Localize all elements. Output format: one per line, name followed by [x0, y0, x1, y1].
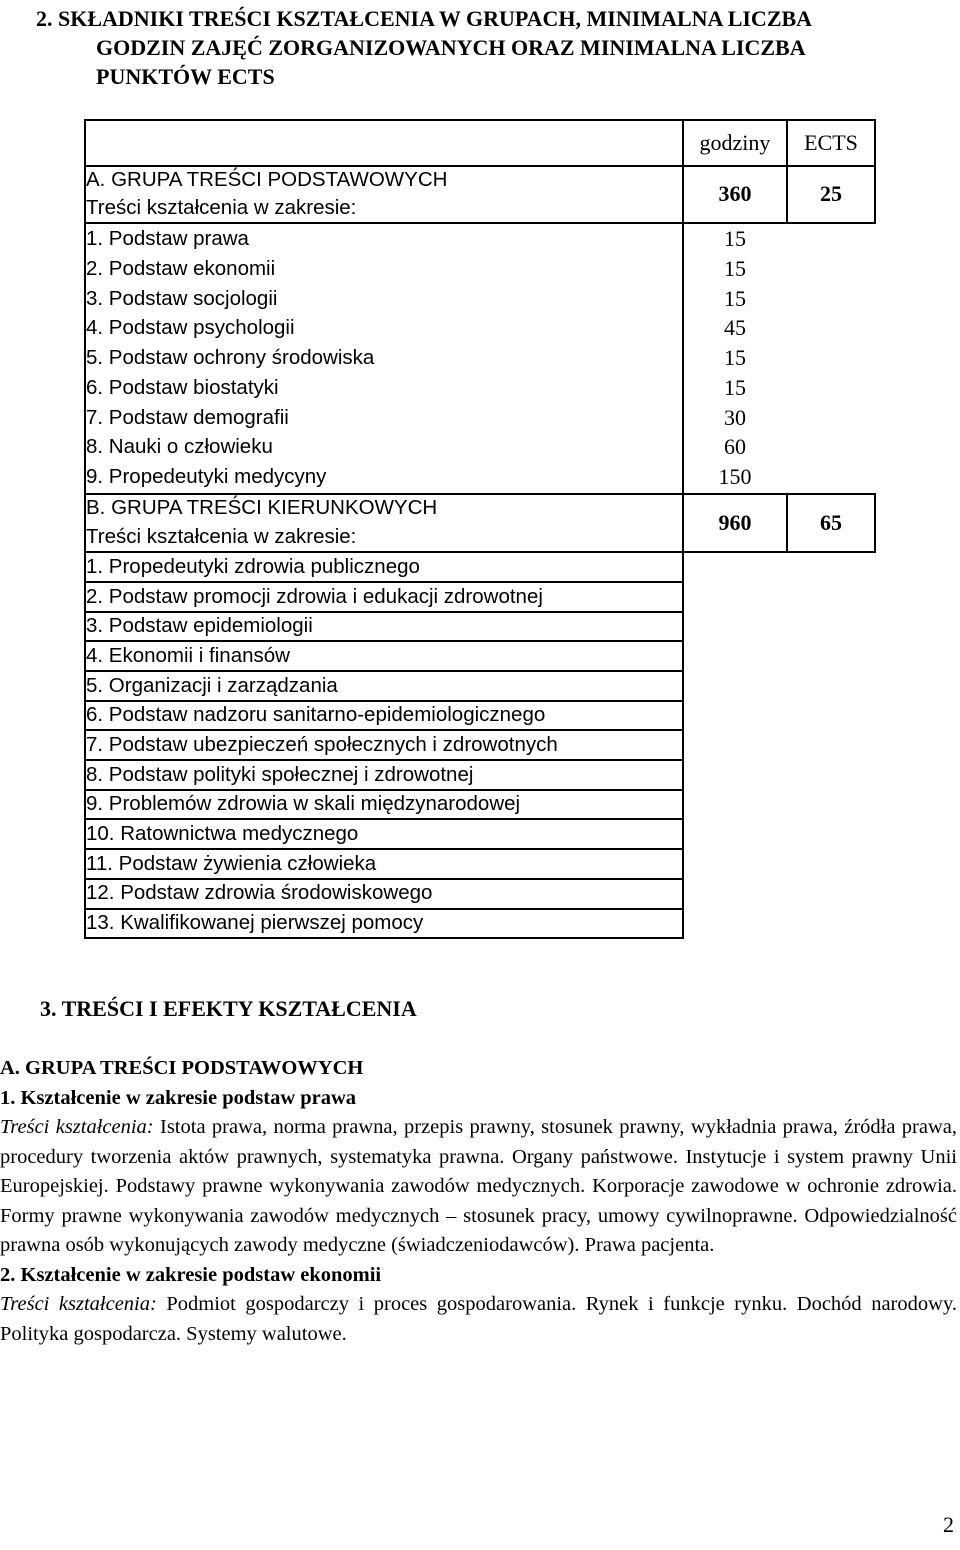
- heading-line-2: GODZIN ZAJĘĆ ZORGANIZOWANYCH ORAZ MINIMALNA LICZBA: [96, 35, 806, 60]
- group-b-item-7: 7. Podstaw ubezpieczeń społecznych i zdrowotnych: [86, 733, 558, 756]
- group-b-hours: 960: [718, 510, 752, 535]
- page-number: 2: [943, 1512, 954, 1537]
- header-ects: ECTS: [804, 130, 858, 155]
- section-3-title: 3. TREŚCI I EFEKTY KSZTAŁCENIA: [40, 996, 417, 1021]
- section-2-heading: [36, 4, 946, 91]
- subsection-2-text: Podmiot gospodarczy i proces gospodarowania. Rynek i funkcje rynku. Dochód narodowy. Polityka gospodarcza. Systemy walutowe.: [0, 1293, 957, 1345]
- group-b-item-2: 2. Podstaw promocji zdrowia i edukacji zdrowotnej: [86, 585, 543, 608]
- subsection-2-paragraph: [0, 1290, 957, 1349]
- group-b-subtitle: Treści kształcenia w zakresie:: [86, 525, 357, 548]
- group-a-item-4: 4. Podstaw psychologii: [86, 316, 295, 339]
- subsection-1-paragraph: [0, 1113, 957, 1261]
- group-a-title: A. GRUPA TREŚCI PODSTAWOWYCH: [86, 168, 448, 191]
- group-a-item-9-hours: 150: [718, 464, 752, 489]
- header-hours: godziny: [699, 130, 771, 155]
- group-a-item-6-hours: 15: [724, 375, 746, 400]
- subsection-1-title: 1. Kształcenie w zakresie podstaw prawa: [0, 1086, 357, 1109]
- subsection-2-title: 2. Kształcenie w zakresie podstaw ekonomii: [0, 1263, 382, 1286]
- group-a-item-1-hours: 15: [724, 226, 746, 251]
- subsection-1-label: Treści kształcenia:: [0, 1116, 154, 1138]
- group-b-item-11: 11. Podstaw żywienia człowieka: [86, 852, 377, 875]
- section-3-group-title: A. GRUPA TREŚCI PODSTAWOWYCH: [0, 1057, 364, 1079]
- group-b-title: B. GRUPA TREŚCI KIERUNKOWYCH: [86, 496, 438, 519]
- group-a-item-6: 6. Podstaw biostatyki: [86, 376, 279, 399]
- group-a-item-8-hours: 60: [724, 434, 746, 459]
- group-b-item-3: 3. Podstaw epidemiologii: [86, 614, 313, 637]
- group-b-item-6: 6. Podstaw nadzoru sanitarno-epidemiologicznego: [86, 703, 546, 726]
- group-a-item-2-hours: 15: [724, 256, 746, 281]
- group-b-item-12: 12. Podstaw zdrowia środowiskowego: [86, 881, 433, 904]
- group-a-item-1: 1. Podstaw prawa: [86, 227, 249, 250]
- heading-line-1: 2. SKŁADNIKI TREŚCI KSZTAŁCENIA W GRUPACH, MINIMALNA LICZBA: [36, 6, 813, 31]
- group-a-ects: 25: [820, 181, 842, 206]
- group-a-item-4-hours: 45: [724, 315, 746, 340]
- heading-line-3: PUNKTÓW ECTS: [96, 64, 275, 89]
- group-a-item-9: 9. Propedeutyki medycyny: [86, 465, 327, 488]
- group-a-item-7-hours: 30: [724, 405, 746, 430]
- group-a-item-7: 7. Podstaw demografii: [86, 406, 289, 429]
- group-a-item-5: 5. Podstaw ochrony środowiska: [86, 346, 375, 369]
- group-b-item-9: 9. Problemów zdrowia w skali międzynarodowej: [86, 792, 521, 815]
- group-b-item-8: 8. Podstaw polityki społecznej i zdrowotnej: [86, 763, 474, 786]
- group-a-item-8: 8. Nauki o człowieku: [86, 435, 273, 458]
- group-b-item-10: 10. Ratownictwa medycznego: [86, 822, 359, 845]
- group-a-item-3-hours: 15: [724, 286, 746, 311]
- group-a-item-5-hours: 15: [724, 345, 746, 370]
- group-a-hours: 360: [718, 181, 752, 206]
- group-b-item-5: 5. Organizacji i zarządzania: [86, 674, 338, 697]
- subsection-1-text: Istota prawa, norma prawna, przepis prawny, stosunek prawny, wykładnia prawa, źródła prawa, procedury tworzenia aktów prawnych, systematyka prawna. Organy państwowe. Instytucje i system prawny Unii Europejskiej. Podstawy prawne wykonywania zawodów medycznych. Korporacje zawodowe w ochronie zdrowia. Formy prawne wykonywania zawodów medycznych – stosunek pracy, umowy cywilnoprawne. Odpowiedzialność prawna osób wykonujących zawody medyczne (świadczeniodawców). Prawa pacjenta.: [0, 1116, 957, 1256]
- group-b-item-1: 1. Propedeutyki zdrowia publicznego: [86, 555, 420, 578]
- group-b-item-13: 13. Kwalifikowanej pierwszej pomocy: [86, 911, 424, 934]
- group-a-subtitle: Treści kształcenia w zakresie:: [86, 196, 357, 219]
- subsection-2-label: Treści kształcenia:: [0, 1293, 157, 1315]
- group-b-item-4: 4. Ekonomii i finansów: [86, 644, 290, 667]
- group-a-item-2: 2. Podstaw ekonomii: [86, 257, 276, 280]
- section-3-body: [0, 1054, 957, 1349]
- group-a-item-3: 3. Podstaw socjologii: [86, 287, 278, 310]
- group-b-ects: 65: [820, 510, 842, 535]
